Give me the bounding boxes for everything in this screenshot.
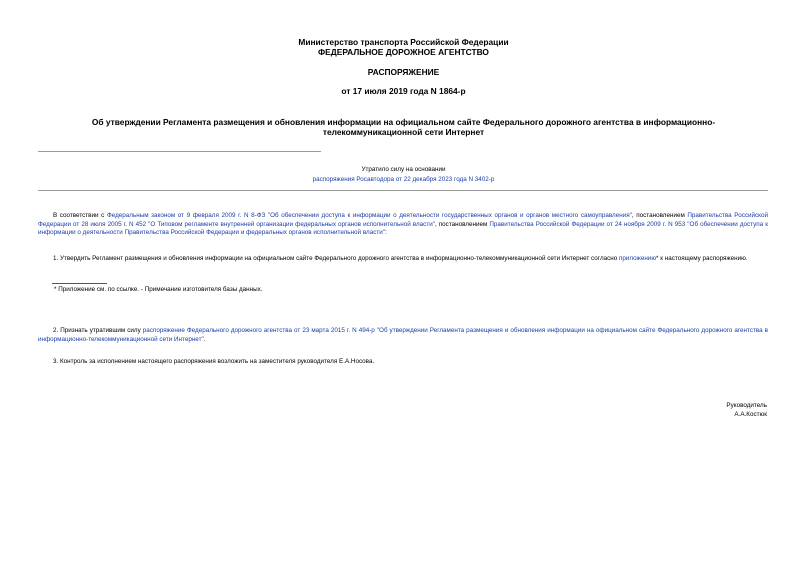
agency-name: ФЕДЕРАЛЬНОЕ ДОРОЖНОЕ АГЕНТСТВО [318,47,489,57]
document-title-line2: телекоммуникационной сети Интернет [322,127,485,137]
status-note-text: Утратило силу на основании [361,166,446,173]
item-3-paragraph [38,358,768,367]
footnote-separator [52,283,107,284]
status-note-link[interactable]: распоряжения Росавтодора от 22 декабря 2023 года N 3402-р [312,176,495,183]
document-date: от 17 июля 2019 года N 1864-р [341,86,466,96]
preamble-paragraph [38,212,768,238]
divider-status [38,190,768,191]
signature-position: Руководитель [726,402,767,409]
footnote: * Приложение см. по ссылке. - Примечание изготовителя базы данных. [54,286,263,293]
divider-top [38,151,321,152]
appendix-link[interactable]: приложению [619,255,657,262]
signature-block [726,401,767,419]
government-decree-452-link[interactable]: Правительства Российской Федерации от 28 июля 2005 г. N 452 "О Типовом регламенте внутренней организации федеральных органов исполнительной власти" [38,212,769,228]
preamble-text-2: , постановлением [631,212,688,219]
preamble-text-3: , постановлением [434,220,490,228]
government-decree-953-link[interactable]: Правительства Российской Федерации от 24 ноября 2009 г. N 953 "Об обеспечении доступа к информации о деятельности Правительства Российской Федерации и федеральных органов исполнительной власти" [38,220,768,237]
item-2-paragraph [38,327,768,344]
signature-name: А.А.Костюк [734,411,767,418]
preamble-text-4: : [384,229,387,237]
preamble-text-1: В соответствии с [53,212,107,219]
repealed-order-link[interactable]: распоряжение Федерального дорожного агентства от 23 марта 2015 г. N 494-р "Об утверждении Регламента размещения и обновления информации на официальном сайте Федерального дорожного агентства в информационно-телекоммуникационной сети Интернет" [38,327,768,343]
item-3-text: 3. Контроль за исполнением настоящего распоряжения возложить на заместителя руководителя Е.А.Носова. [53,358,375,365]
item-1-paragraph [38,255,768,264]
item-2-suffix: . [203,335,206,343]
item-2-text: 2. Признать утратившим силу [53,327,143,334]
ministry-name: Министерство транспорта Российской Федерации [298,37,509,47]
document-type: РАСПОРЯЖЕНИЕ [367,67,440,77]
document-title-line1: Об утверждении Регламента размещения и обновления информации на официальном сайте Федерального дорожного агентства в информационно- [91,117,716,127]
item-1-text: 1. Утвердить Регламент размещения и обновления информации на официальном сайте Федерального дорожного агентства в информационно-телекоммуникационной сети Интернет согласно [53,255,619,262]
item-1-suffix: * к настоящему распоряжению. [656,255,748,262]
federal-law-link[interactable]: Федеральным законом от 9 февраля 2009 г. N 8-ФЗ "Об обеспечении доступа к информации о деятельности государственных органов и органов местного самоуправления" [106,212,632,219]
